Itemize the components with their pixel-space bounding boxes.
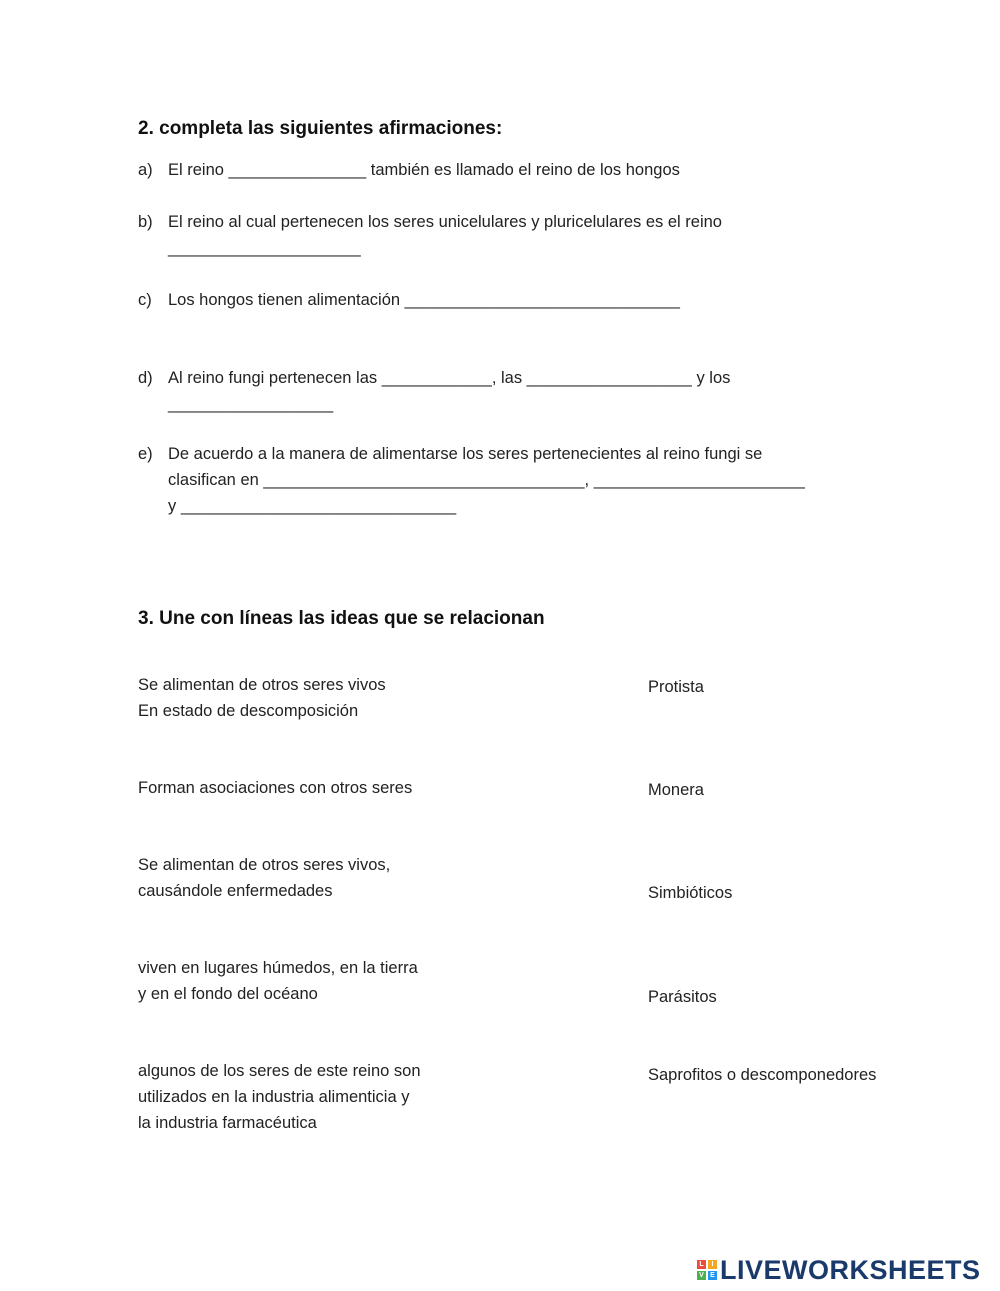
left-item-2-line-1: Forman asociaciones con otros seres xyxy=(138,779,413,797)
left-item-4-line-1: viven en lugares húmedos, en la tierra xyxy=(138,959,418,977)
item-e-letter: e) xyxy=(138,445,153,463)
left-item-5-line-1: algunos de los seres de este reino son xyxy=(138,1062,421,1080)
left-item-3-line-1: Se alimentan de otros seres vivos, xyxy=(138,856,391,874)
item-b-line-1: El reino al cual pertenecen los seres unicelulares y pluricelulares es el reino xyxy=(168,213,722,231)
item-b-letter: b) xyxy=(138,213,153,231)
item-e-line-2: clasifican en ___________________________________, _______________________ xyxy=(168,471,805,489)
item-a-letter: a) xyxy=(138,161,153,179)
item-e-line-3: y ______________________________ xyxy=(168,497,457,515)
item-d-line-1: Al reino fungi pertenecen las ____________, las __________________ y los xyxy=(168,369,731,387)
logo-block-l: L xyxy=(697,1260,706,1269)
left-item-1-line-2: En estado de descomposición xyxy=(138,702,359,720)
item-c-line-1: Los hongos tienen alimentación ______________________________ xyxy=(168,291,680,309)
item-d-line-2: __________________ xyxy=(168,395,334,413)
item-a-line-1: El reino _______________ también es llamado el reino de los hongos xyxy=(168,161,680,179)
section-2-heading: 2. completa las siguientes afirmaciones: xyxy=(138,118,503,139)
right-item-saprofitos: Saprofitos o descomponedores xyxy=(648,1066,877,1084)
logo-blocks-icon xyxy=(697,1260,717,1280)
left-item-5-line-2: utilizados en la industria alimenticia y xyxy=(138,1088,410,1106)
item-c-letter: c) xyxy=(138,291,152,309)
right-item-simbioticos: Simbióticos xyxy=(648,884,733,902)
liveworksheets-logo xyxy=(697,1256,981,1284)
section-3-heading: 3. Une con líneas las ideas que se relacionan xyxy=(138,608,545,629)
item-d-letter: d) xyxy=(138,369,153,387)
left-item-3-line-2: causándole enfermedades xyxy=(138,882,333,900)
logo-block-i: I xyxy=(708,1260,717,1269)
item-b-line-2: _____________________ xyxy=(168,239,361,257)
left-item-4-line-2: y en el fondo del océano xyxy=(138,985,318,1003)
left-item-5-line-3: la industria farmacéutica xyxy=(138,1114,317,1132)
right-item-protista: Protista xyxy=(648,678,704,696)
logo-block-e: E xyxy=(708,1271,717,1280)
right-item-monera: Monera xyxy=(648,781,704,799)
right-item-parasitos: Parásitos xyxy=(648,988,717,1006)
left-item-1-line-1: Se alimentan de otros seres vivos xyxy=(138,676,386,694)
logo-block-v: V xyxy=(697,1271,706,1280)
logo-text: LIVEWORKSHEETS xyxy=(720,1254,981,1285)
item-e-line-1: De acuerdo a la manera de alimentarse los seres pertenecientes al reino fungi se xyxy=(168,445,763,463)
